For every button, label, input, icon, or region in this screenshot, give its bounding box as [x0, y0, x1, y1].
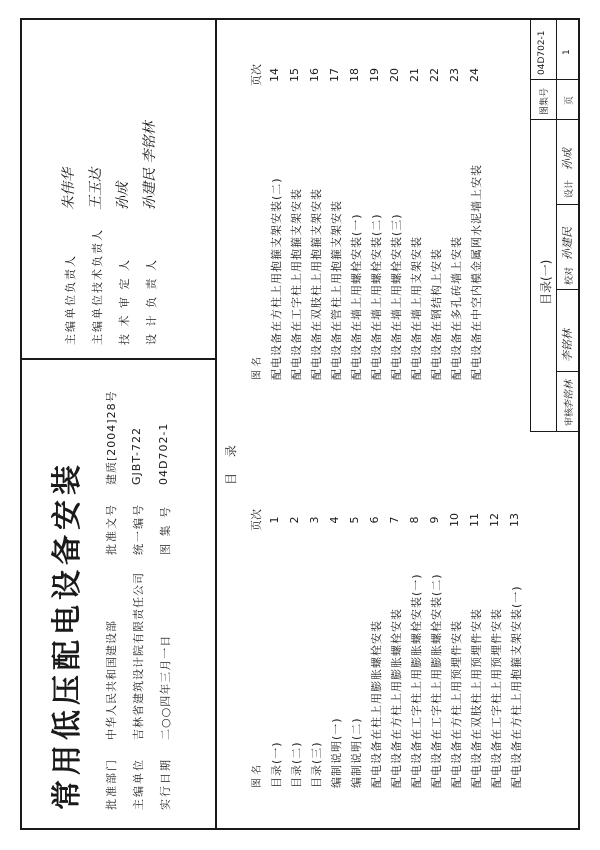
date-value: 二○○四年三月一日 [159, 634, 172, 740]
title-block-frame [530, 18, 580, 432]
tb-review-signature: 李铭林 [561, 329, 574, 362]
toc-page: 10 [448, 513, 461, 527]
toc-item: 配电设备在工字柱上用预埋件安装 [490, 608, 503, 788]
doc-label: 批准文号 [105, 503, 118, 555]
toc-item: 配电设备在双肢柱上用预埋件安装 [470, 608, 483, 788]
toc-item: 目录(二) [290, 741, 303, 788]
toc-item: 编制说明(一) [330, 717, 343, 788]
resp-role-1: 主编单位负责人 [64, 254, 77, 345]
vertical-divider [20, 358, 216, 360]
tb-page-label: 页 [565, 95, 575, 105]
code-label: 统一编号 [132, 503, 145, 555]
resp-signature-3: 孙成 [115, 182, 131, 210]
toc-page: 14 [268, 68, 281, 82]
toc-right-page-header: 页次 [250, 64, 263, 86]
toc-right-name-header: 图 名 [252, 356, 263, 380]
toc-item: 配电设备在工字柱上用抱箍支架安装 [290, 188, 303, 380]
toc-item: 配电设备在多孔砖墙上安装 [450, 236, 463, 380]
toc-page: 18 [348, 68, 361, 82]
tb-col-line-1 [530, 119, 580, 120]
toc-page: 20 [388, 68, 401, 82]
toc-page: 11 [468, 513, 481, 527]
toc-item: 配电设备在方柱上用膨胀螺栓安装 [390, 608, 403, 788]
tb-review-name: 李铭林 [564, 380, 575, 410]
toc-page: 1 [268, 516, 281, 524]
resp-signature-2: 王玉达 [88, 168, 104, 210]
tb-row-line [556, 18, 557, 432]
toc-page: 2 [288, 516, 301, 524]
toc-page: 7 [388, 516, 401, 524]
toc-item: 配电设备在柱上用膨胀螺栓安装 [370, 620, 383, 788]
toc-page: 19 [368, 68, 381, 82]
toc-page: 23 [448, 68, 461, 82]
toc-item: 配电设备在方柱上用抱箍支架安装(一) [510, 585, 523, 788]
toc-page: 21 [408, 68, 421, 82]
toc-page: 3 [308, 516, 321, 524]
tb-design-name: 孙成 [561, 148, 574, 170]
toc-item: 配电设备在工字柱上用膨胀螺栓安装(一) [410, 573, 423, 788]
toc-item: 编制说明(二) [350, 717, 363, 788]
resp-role-3: 技 术 审 定 人 [118, 258, 131, 345]
horizontal-divider [215, 18, 217, 830]
toc-page: 15 [288, 68, 301, 82]
toc-item: 配电设备在墙上用支架安装 [410, 236, 423, 380]
toc-item: 配电设备在管柱上用抱箍支架安装 [330, 200, 343, 380]
toc-item: 目录(一) [270, 741, 283, 788]
toc-item: 配电设备在双肢柱上用抱箍支架安装 [310, 188, 323, 380]
toc-page: 16 [308, 68, 321, 82]
toc-item: 配电设备在方柱上用抱箍支架安装(二) [270, 177, 283, 380]
tb-check-name: 孙建民 [561, 227, 574, 260]
toc-item: 配电设备在钢结构上安装 [430, 248, 443, 380]
toc-item: 配电设备在方柱上用预埋件安装 [450, 620, 463, 788]
editor-label: 主编单位 [132, 758, 145, 810]
tb-col-line-2 [530, 79, 580, 80]
toc-page: 22 [428, 68, 441, 82]
tb-page-value: 1 [562, 49, 572, 55]
toc-item: 配电设备在墙上用螺栓安装(一) [350, 213, 363, 380]
resp-role-2: 主编单位技术负责人 [91, 228, 104, 345]
toc-page: 17 [328, 68, 341, 82]
document-title: 常用低压配电设备安装 [50, 460, 85, 810]
toc-item: 配电设备在中空内模金属网水泥墙上安装 [470, 164, 483, 380]
tb-col-line-3 [556, 371, 580, 372]
tb-atlas-label: 图集号 [540, 87, 550, 115]
resp-signature-4: 孙建民 李铭林 [142, 121, 158, 210]
tb-atlas-value: 04D702-1 [537, 30, 547, 75]
toc-item: 配电设备在墙上用螺栓安装(三) [390, 213, 403, 380]
resp-role-4: 设 计 负 责 人 [145, 258, 158, 345]
toc-item: 目录(三) [310, 741, 323, 788]
toc-page: 8 [408, 516, 421, 524]
toc-page: 9 [428, 516, 441, 524]
editor-value: 吉林省建筑设计院有限责任公司 [132, 572, 145, 740]
toc-page: 5 [348, 516, 361, 524]
toc-item: 配电设备在工字柱上用膨胀螺栓安装(二) [430, 573, 443, 788]
date-label: 实行日期 [159, 758, 172, 810]
toc-page: 13 [508, 513, 521, 527]
toc-left-page-header: 页次 [250, 509, 263, 531]
dept-value: 中华人民共和国建设部 [105, 620, 118, 740]
atlas-label: 图 集 号 [159, 505, 172, 555]
tb-review-label: 审核 [565, 407, 575, 426]
atlas-value: 04D702-1 [157, 422, 170, 485]
dept-label: 批准部门 [105, 758, 118, 810]
sheet-title: 目录(一) [539, 259, 553, 305]
toc-page: 12 [488, 513, 501, 527]
toc-page: 6 [368, 516, 381, 524]
toc-left-name-header: 图 名 [252, 764, 263, 788]
code-value: GJBT-722 [130, 427, 143, 485]
toc-page: 4 [328, 516, 341, 524]
toc-page: 24 [468, 68, 481, 82]
tb-check-label: 校对 [565, 266, 575, 285]
toc-heading: 目 录 [224, 439, 238, 485]
resp-signature-1: 朱伟华 [61, 168, 77, 210]
tb-col-line-5 [556, 204, 580, 205]
tb-col-line-4 [556, 289, 580, 290]
toc-item: 配电设备在墙上用螺栓安装(二) [370, 213, 383, 380]
tb-design-label: 设计 [565, 179, 575, 198]
doc-value: 建质[2004]28号 [105, 390, 118, 485]
